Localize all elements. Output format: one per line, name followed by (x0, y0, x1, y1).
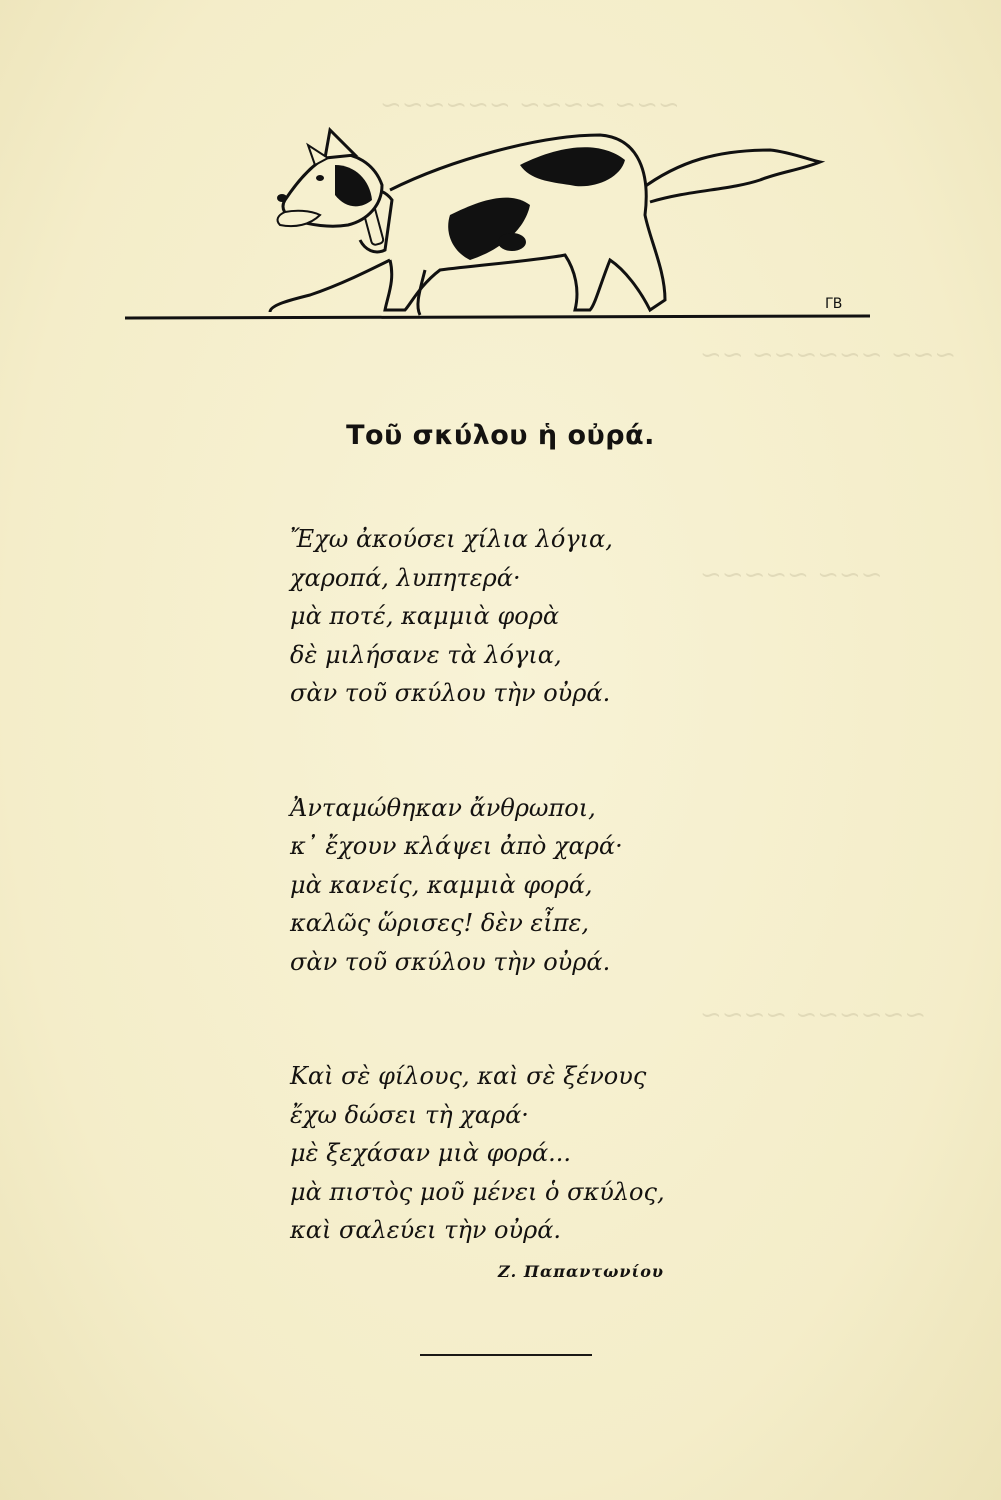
stanza-1 (290, 520, 770, 713)
poem-line: Καὶ σὲ φίλους, καὶ σὲ ξένους (290, 1062, 647, 1090)
poem-line: δὲ μιλήσανε τὰ λόγια, (290, 640, 562, 669)
poem-line: χαροπά, λυπητερά· (290, 563, 521, 592)
poem-line: μὲ ξεχάσαν μιὰ φορά... (290, 1139, 572, 1167)
poem-line: κ᾽ ἔχουν κλάψει ἀπὸ χαρά· (290, 832, 623, 860)
poem-body (290, 520, 770, 1326)
poem-line: μὰ κανείς, καμμιὰ φορά, (290, 870, 593, 899)
bleed-through-text: ~~~~~~ ~~~~ (700, 1000, 927, 1030)
monogram-text: ΓΒ (825, 296, 843, 312)
poem-title: Τοῦ σκύλου ἡ οὐρά. (346, 420, 655, 451)
poem-line: μὰ πιστὸς μοῦ μένει ὁ σκύλος, (290, 1177, 665, 1206)
poem-line: ἔχω δώσει τὴ χαρά· (290, 1100, 529, 1129)
poem-line: καὶ σαλεύει τὴν οὐρά. (290, 1216, 562, 1244)
author-signature: Ζ. Παπαντωνίου (498, 1262, 664, 1281)
poem-line: καλῶς ὥρισες! δὲν εἶπε, (290, 909, 589, 937)
stanza-3 (290, 1057, 770, 1250)
poem-line: Ἀνταμώθηκαν ἄνθρωποι, (290, 793, 596, 822)
bleed-through-text: ~~~ ~~~~~ (700, 560, 883, 590)
end-rule (420, 1354, 592, 1356)
poem-line: Ἔχω ἀκούσει χίλια λόγια, (290, 525, 613, 553)
poem-line: σὰν τοῦ σκύλου τὴν οὐρά. (290, 679, 611, 707)
bleed-through-text: ~~~ ~~~~~~ ~~ (700, 340, 957, 370)
poem-line: σὰν τοῦ σκύλου τὴν οὐρά. (290, 947, 611, 976)
bleed-through-text: ~~~ ~~~~ ~~~~~~ (380, 90, 680, 120)
dog-illustration (120, 120, 880, 330)
stanza-2 (290, 789, 770, 982)
poem-line: μὰ ποτέ, καμμιὰ φορὰ (290, 602, 560, 630)
